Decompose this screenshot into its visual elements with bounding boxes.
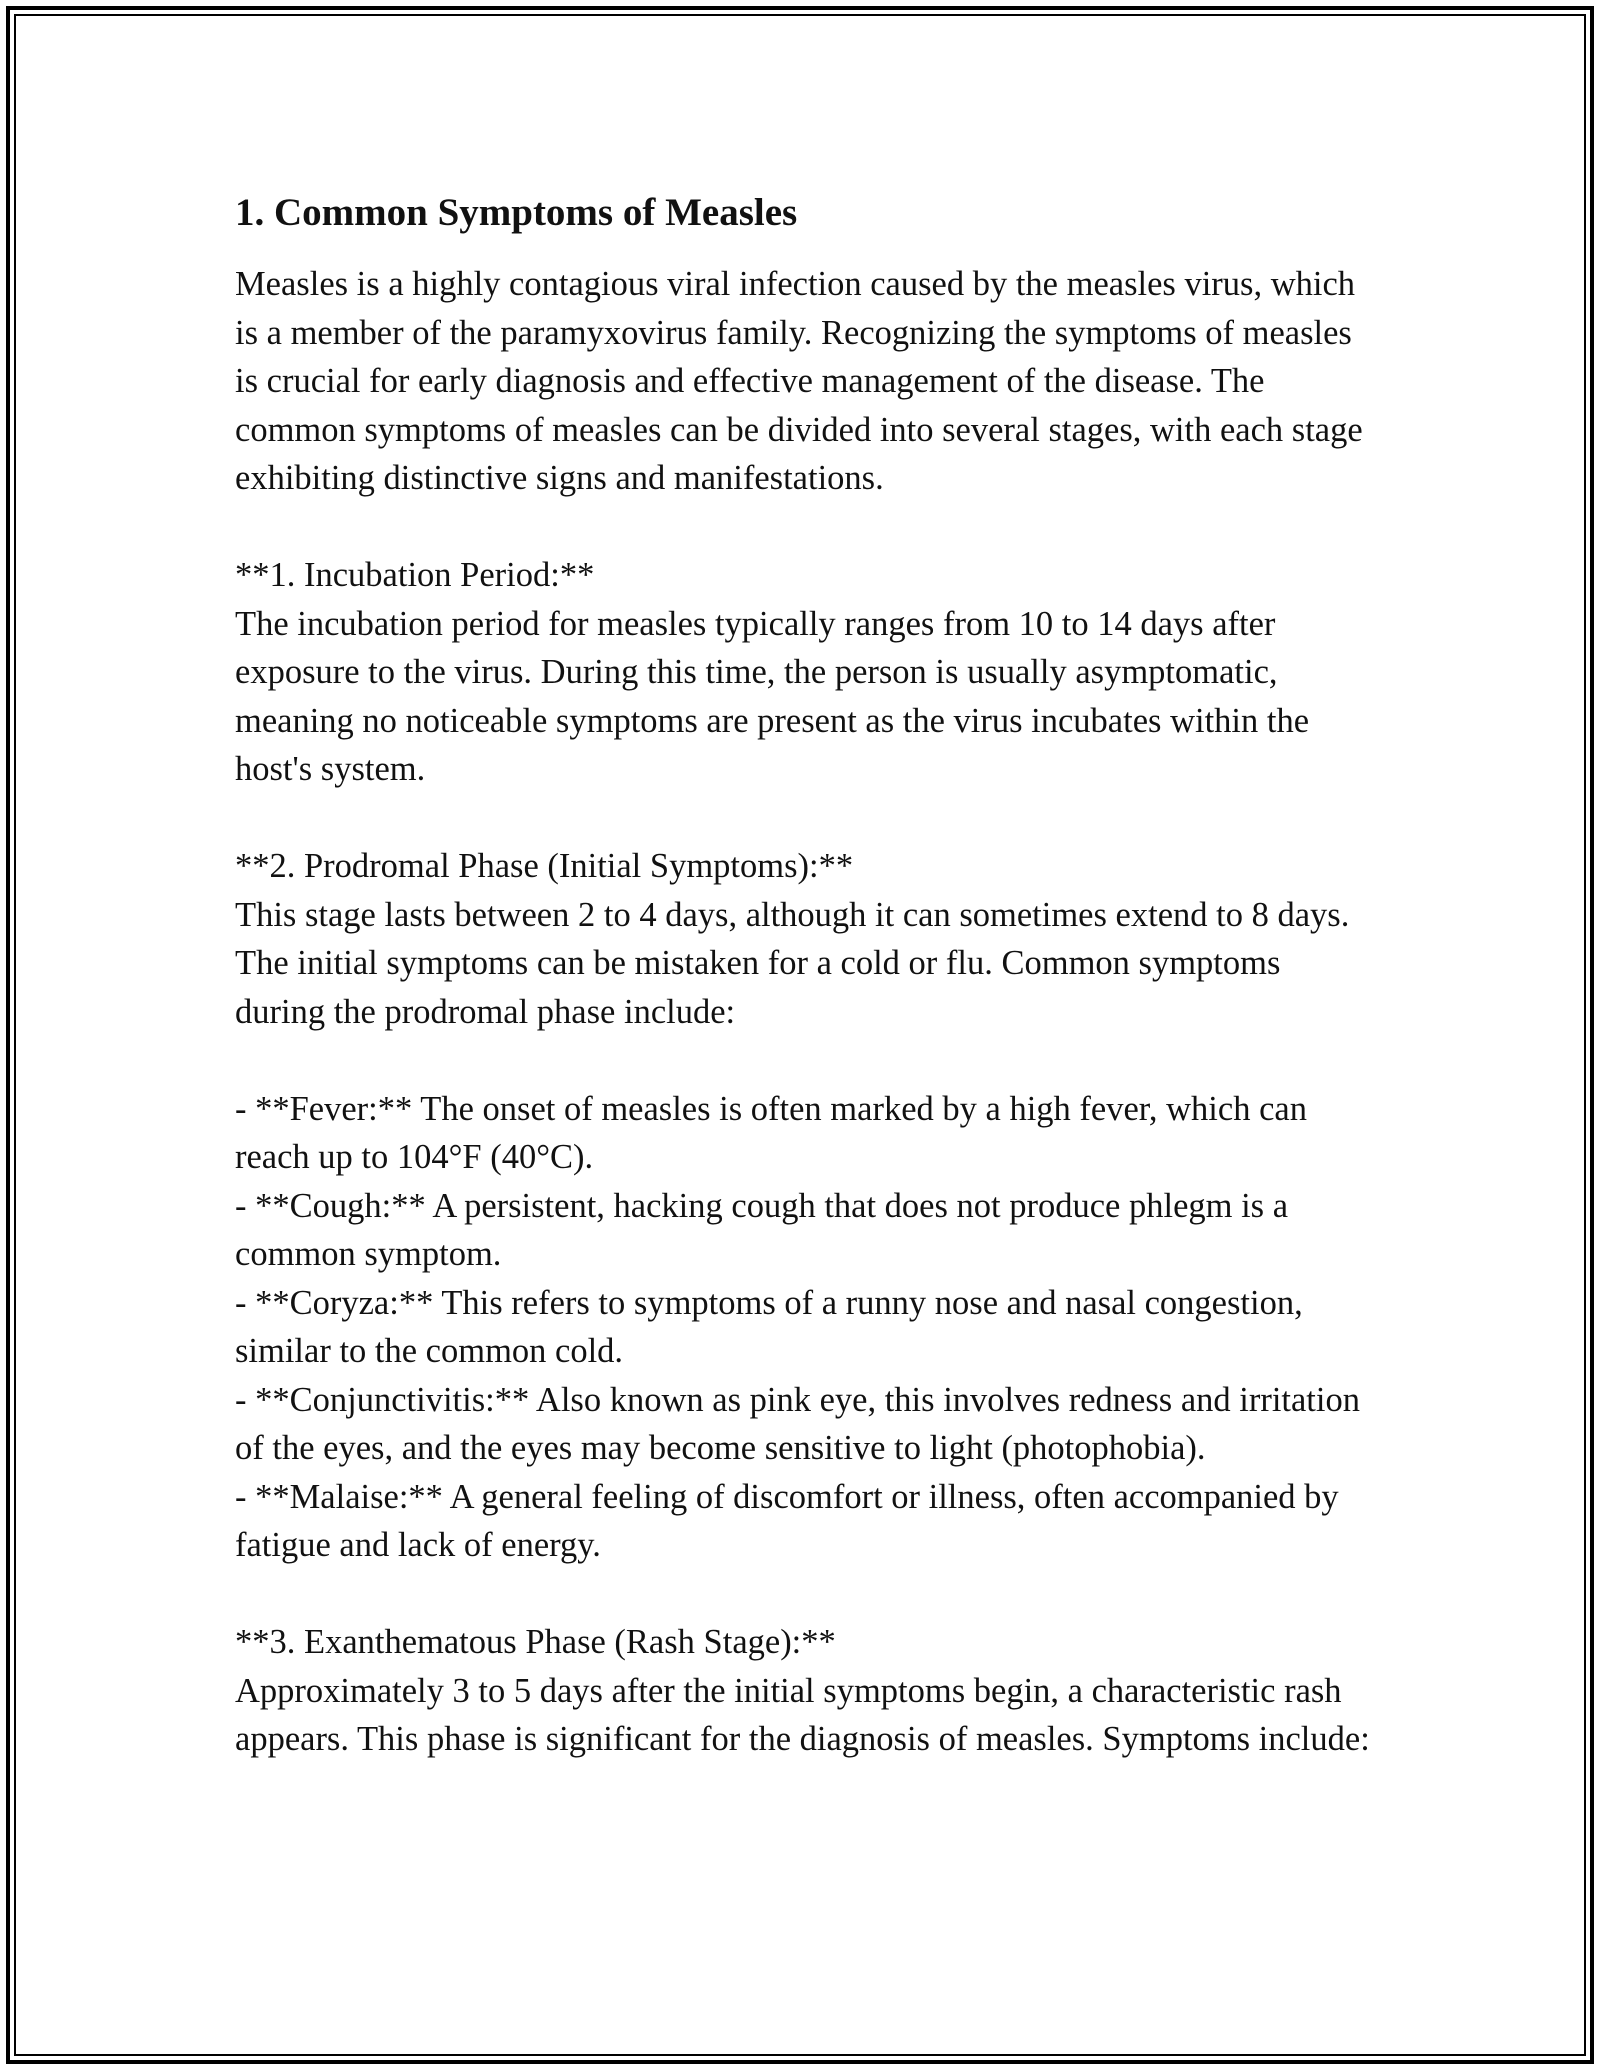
rash-heading: **3. Exanthematous Phase (Rash Stage):**: [235, 1623, 836, 1661]
symptom-item-conjunctivitis: - **Conjunctivitis:** Also known as pink eye, this involves redness and irritation of the eyes, and the eyes may become sensitive to light (photophobia).: [235, 1380, 1360, 1467]
document-body: [235, 184, 1375, 1764]
rash-paragraph: Approximately 3 to 5 days after the initial symptoms begin, a characteristic rash appears. This phase is significant for the diagnosis of measles. Symptoms include:: [235, 1671, 1370, 1758]
symptom-item-cough: - **Cough:** A persistent, hacking cough that does not produce phlegm is a common symptom.: [235, 1186, 1289, 1273]
paragraph-spacer: [235, 503, 1375, 552]
incubation-paragraph: The incubation period for measles typically ranges from 10 to 14 days after exposure to the virus. During this time, the person is usually asymptomatic, meaning no noticeable symptoms are present as the virus incubates within the host's system.: [235, 604, 1310, 788]
paragraph-spacer: [235, 1036, 1375, 1085]
incubation-heading: **1. Incubation Period:**: [235, 556, 595, 594]
symptom-item-malaise: - **Malaise:** A general feeling of discomfort or illness, often accompanied by fatigue and lack of energy.: [235, 1477, 1339, 1564]
paragraph-spacer: [235, 794, 1375, 843]
page-title: 1. Common Symptoms of Measles: [235, 191, 798, 234]
symptom-item-fever: - **Fever:** The onset of measles is often marked by a high fever, which can reach up to 104°F (40°C).: [235, 1089, 1307, 1176]
intro-paragraph: Measles is a highly contagious viral infection caused by the measles virus, which is a member of the paramyxovirus family. Recognizing the symptoms of measles is crucial for early diagnosis and effective management of the disease. The common symptoms of measles can be divided into several stages, with each stage exhibiting distinctive signs and manifestations.: [235, 265, 1363, 497]
prodromal-paragraph: This stage lasts between 2 to 4 days, although it can sometimes extend to 8 days. The initial symptoms can be mistaken for a cold or flu. Common symptoms during the prodromal phase include:: [235, 895, 1350, 1031]
paragraph-spacer: [235, 1570, 1375, 1619]
prodromal-heading: **2. Prodromal Phase (Initial Symptoms):**: [235, 847, 854, 885]
symptom-item-coryza: - **Coryza:** This refers to symptoms of a runny nose and nasal congestion, similar to the common cold.: [235, 1283, 1303, 1370]
